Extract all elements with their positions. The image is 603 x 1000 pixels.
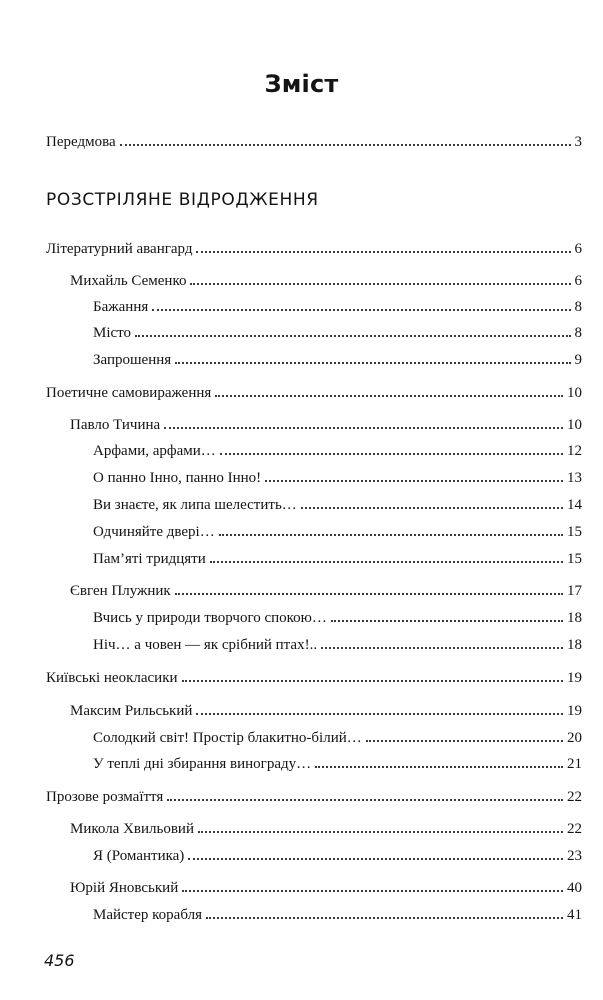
dot-leader bbox=[198, 831, 563, 833]
toc-entry-page: 6 bbox=[574, 273, 582, 289]
dot-leader bbox=[331, 620, 563, 622]
dot-leader bbox=[210, 561, 563, 563]
toc-entry-page: 22 bbox=[567, 789, 582, 805]
toc-entry-work[interactable] bbox=[93, 296, 582, 318]
dot-leader bbox=[182, 890, 563, 892]
toc-entry-text: Євген Плужник bbox=[70, 580, 175, 602]
dot-leader bbox=[175, 593, 563, 595]
dot-leader bbox=[265, 480, 563, 482]
toc-entry-text: Солодкий світ! Простір блакитно-білий… bbox=[93, 727, 366, 749]
toc-entry-page: 3 bbox=[574, 134, 582, 150]
dot-leader bbox=[215, 395, 563, 397]
dot-leader bbox=[196, 713, 563, 715]
toc-entry-work[interactable] bbox=[93, 322, 582, 344]
toc-entry-text: Ніч… а човен — як срібний птах!.. bbox=[93, 634, 321, 656]
toc-entry-text: Літературний авангард bbox=[46, 238, 196, 260]
toc-entry-page: 19 bbox=[567, 670, 582, 686]
dot-leader bbox=[196, 251, 570, 253]
dot-leader bbox=[182, 680, 563, 682]
dot-leader bbox=[164, 427, 563, 429]
toc-entry-page: 20 bbox=[567, 730, 582, 746]
toc-entry-text: У теплі дні збирання винограду… bbox=[93, 753, 315, 775]
dot-leader bbox=[135, 335, 570, 337]
toc-entry-page: 18 bbox=[567, 637, 582, 653]
dot-leader bbox=[366, 740, 563, 742]
toc-entry-work[interactable] bbox=[93, 753, 582, 775]
toc-entry-work[interactable] bbox=[93, 467, 582, 489]
toc-entry-work[interactable] bbox=[93, 607, 582, 629]
dot-leader bbox=[206, 917, 563, 919]
toc-entry-page: 9 bbox=[574, 352, 582, 368]
toc-entry-page: 10 bbox=[567, 417, 582, 433]
toc-entry-group[interactable] bbox=[46, 667, 582, 689]
toc-entry-author[interactable] bbox=[70, 700, 582, 722]
toc-entry-group[interactable] bbox=[46, 238, 582, 260]
dot-leader bbox=[188, 858, 563, 860]
toc-entry-text: Я (Романтика) bbox=[93, 845, 188, 867]
toc-entry-author[interactable] bbox=[70, 414, 582, 436]
toc-entry-page: 15 bbox=[567, 524, 582, 540]
section-title: РОЗСТРІЛЯНЕ ВІДРОДЖЕННЯ bbox=[46, 190, 319, 210]
toc-entry-page: 14 bbox=[567, 497, 582, 513]
toc-entry-page: 40 bbox=[567, 880, 582, 896]
dot-leader bbox=[219, 534, 563, 536]
toc-entry-text: Поетичне самовираження bbox=[46, 382, 215, 404]
dot-leader bbox=[167, 799, 563, 801]
page-title: Зміст bbox=[264, 70, 339, 98]
toc-entry-text: Майстер корабля bbox=[93, 904, 206, 926]
toc-entry-text: Передмова bbox=[46, 131, 120, 153]
toc-entry-page: 18 bbox=[567, 610, 582, 626]
toc-entry-page: 22 bbox=[567, 821, 582, 837]
toc-entry-text: Микола Хвильовий bbox=[70, 818, 198, 840]
toc-entry-text: Михайль Семенко bbox=[70, 270, 190, 292]
toc-entry-text: Юрій Яновський bbox=[70, 877, 182, 899]
toc-entry-work[interactable] bbox=[93, 349, 582, 371]
toc-entry-work[interactable] bbox=[93, 548, 582, 570]
dot-leader bbox=[321, 647, 563, 649]
toc-entry-text: Місто bbox=[93, 322, 135, 344]
toc-entry-author[interactable] bbox=[70, 818, 582, 840]
toc-entry-author[interactable] bbox=[70, 877, 582, 899]
dot-leader bbox=[175, 362, 570, 364]
toc-entry-text: Пам’яті тридцяти bbox=[93, 548, 210, 570]
toc-entry-text: Максим Рильський bbox=[70, 700, 196, 722]
toc-entry-work[interactable] bbox=[93, 494, 582, 516]
toc-entry-author[interactable] bbox=[70, 580, 582, 602]
toc-entry-text: Одчиняйте двері… bbox=[93, 521, 219, 543]
toc-entry-work[interactable] bbox=[93, 521, 582, 543]
page-number: 456 bbox=[44, 951, 75, 970]
toc-entry-page: 8 bbox=[574, 325, 582, 341]
toc-entry-group[interactable] bbox=[46, 786, 582, 808]
toc-entry-foreword[interactable] bbox=[46, 131, 582, 153]
toc-entry-page: 15 bbox=[567, 551, 582, 567]
toc-entry-author[interactable] bbox=[70, 270, 582, 292]
toc-entry-text: Арфами, арфами… bbox=[93, 440, 220, 462]
toc-entry-page: 23 bbox=[567, 848, 582, 864]
toc-entry-page: 13 bbox=[567, 470, 582, 486]
toc-entry-page: 10 bbox=[567, 385, 582, 401]
dot-leader bbox=[315, 766, 563, 768]
toc-entry-page: 12 bbox=[567, 443, 582, 459]
toc-entry-page: 21 bbox=[567, 756, 582, 772]
toc-entry-group[interactable] bbox=[46, 382, 582, 404]
toc-entry-text: Київські неокласики bbox=[46, 667, 182, 689]
dot-leader bbox=[190, 283, 570, 285]
toc-entry-work[interactable] bbox=[93, 727, 582, 749]
toc-entry-page: 8 bbox=[574, 299, 582, 315]
toc-entry-work[interactable] bbox=[93, 845, 582, 867]
dot-leader bbox=[220, 453, 563, 455]
toc-entry-work[interactable] bbox=[93, 440, 582, 462]
toc-entry-text: Вчись у природи творчого спокою… bbox=[93, 607, 331, 629]
dot-leader bbox=[301, 507, 563, 509]
toc-entry-page: 19 bbox=[567, 703, 582, 719]
dot-leader bbox=[120, 144, 571, 146]
toc-entry-work[interactable] bbox=[93, 634, 582, 656]
toc-entry-page: 6 bbox=[574, 241, 582, 257]
toc-entry-text: Ви знаєте, як липа шелестить… bbox=[93, 494, 301, 516]
toc-entry-page: 41 bbox=[567, 907, 582, 923]
toc-entry-text: Прозове розмаїття bbox=[46, 786, 167, 808]
toc-entry-page: 17 bbox=[567, 583, 582, 599]
toc-entry-text: О панно Інно, панно Інно! bbox=[93, 467, 265, 489]
toc-entry-text: Запрошення bbox=[93, 349, 175, 371]
toc-entry-text: Павло Тичина bbox=[70, 414, 164, 436]
toc-entry-work[interactable] bbox=[93, 904, 582, 926]
dot-leader bbox=[152, 309, 570, 311]
toc-entry-text: Бажання bbox=[93, 296, 152, 318]
